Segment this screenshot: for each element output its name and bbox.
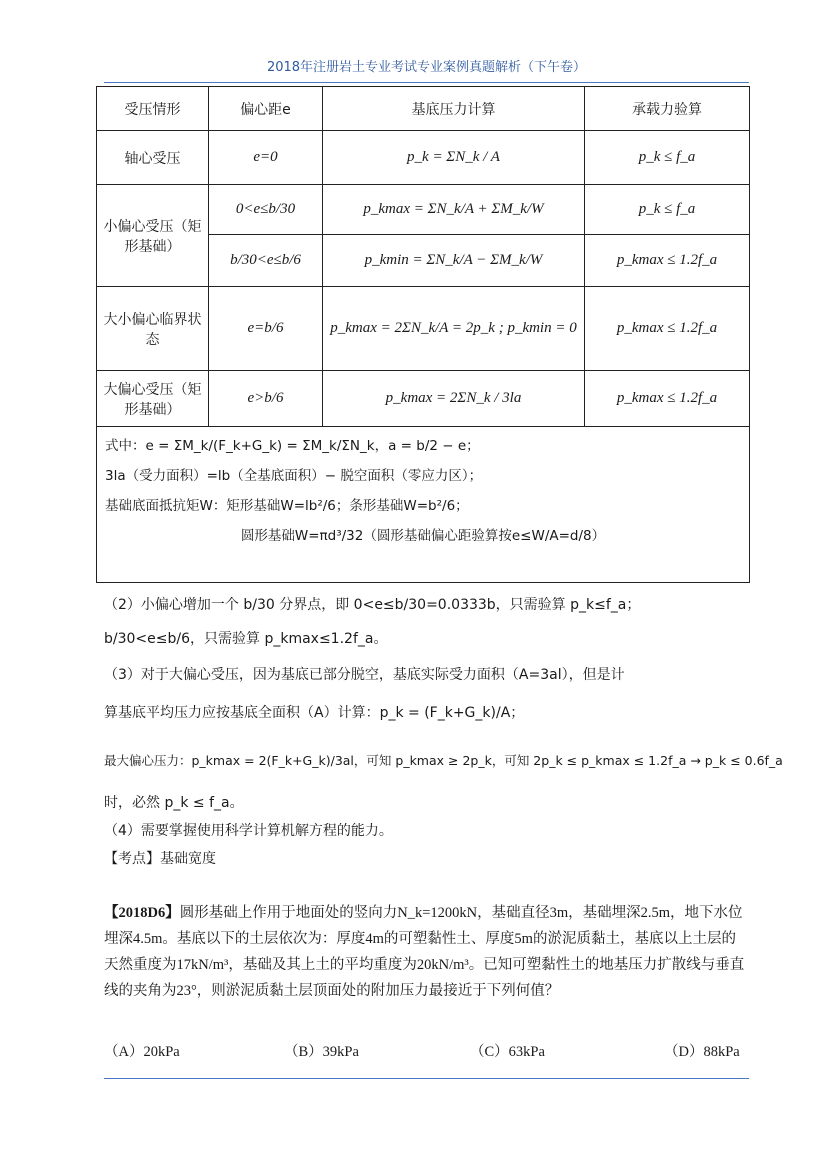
kaodian-label: 【考点】基础宽度 — [104, 851, 216, 867]
pressure-table — [96, 86, 750, 583]
check-cell: p_k ≤ f_a — [585, 185, 750, 235]
body-line: （4）需要掌握使用科学计算机解方程的能力。 — [104, 823, 393, 839]
case-cell: 小偏心受压（矩形基础） — [97, 185, 209, 287]
check-cell: p_k ≤ f_a — [585, 131, 750, 185]
ecc-cell: b/30<e≤b/6 — [209, 235, 323, 287]
option-d: （D）88kPa — [664, 1044, 740, 1060]
question-block — [104, 900, 749, 1004]
notes-cell — [97, 427, 750, 583]
option-a: （A）20kPa — [104, 1044, 180, 1060]
case-cell: 大小偏心临界状态 — [97, 287, 209, 371]
body-line: 算基底平均压力应按基底全面积（A）计算：p_k = (F_k+G_k)/A； — [104, 705, 525, 721]
header-calc: 基底压力计算 — [323, 87, 585, 131]
body-line: 最大偏心压力：p_kmax = 2(F_k+G_k)/3al，可知 p_kmax ≥ 2p_k，可知 2p_k ≤ p_kmax ≤ 1.2f_a → p_k ≤ 0.6f_a — [104, 753, 783, 768]
case-cell: 大偏心受压（矩形基础） — [97, 371, 209, 427]
question-tag: 【2018D6】 — [104, 905, 180, 921]
header-ecc: 偏心距e — [209, 87, 323, 131]
calc-cell: p_k = ΣN_k / A — [323, 131, 585, 185]
note-line: 式中：e = ΣM_k/(F_k+G_k) = ΣM_k/ΣN_k，a = b/2 − e； — [105, 438, 480, 454]
note-line: 3la（受力面积）=lb（全基底面积）− 脱空面积（零应力区）； — [105, 468, 483, 484]
table-header-row — [97, 87, 750, 131]
question-text: 圆形基础上作用于地面处的竖向力N_k=1200kN，基础直径3m，基础埋深2.5m，地下水位埋深4.5m。基底以下的土层依次为：厚度4m的可塑黏性土、厚度5m的淤泥质黏土，基底以上土层的天然重度为17kN/m³，基础及其上土的平均重度为20kN/m³。已知可塑黏性土的地基压力扩散线与垂直线的夹角为23°，则淤泥质黏土层顶面处的附加压力最接近于下列何值？ — [104, 905, 745, 999]
ecc-cell: 0<e≤b/30 — [209, 185, 323, 235]
ecc-cell: e=0 — [209, 131, 323, 185]
header-case: 受压情形 — [97, 87, 209, 131]
option-c: （C）63kPa — [470, 1044, 545, 1060]
calc-cell: p_kmax = ΣN_k/A + ΣM_k/W — [323, 185, 585, 235]
case-cell: 轴心受压 — [97, 131, 209, 185]
check-cell: p_kmax ≤ 1.2f_a — [585, 371, 750, 427]
footer-rule — [104, 1078, 749, 1079]
table-row — [97, 185, 750, 235]
note-line: 圆形基础W=πd³/32（圆形基础偏心距验算按e≤W/A=d/8） — [240, 528, 606, 544]
ecc-cell: e>b/6 — [209, 371, 323, 427]
option-b: （B）39kPa — [284, 1044, 359, 1060]
body-line: 时，必然 p_k ≤ f_a。 — [104, 795, 244, 811]
header-check: 承载力验算 — [585, 87, 750, 131]
body-line: b/30<e≤b/6，只需验算 p_kmax≤1.2f_a。 — [104, 631, 388, 647]
options-row — [104, 1040, 749, 1066]
body-line: （2）小偏心增加一个 b/30 分界点，即 0<e≤b/30=0.0333b，只需验算 p_k≤f_a； — [104, 597, 641, 613]
check-cell: p_kmax ≤ 1.2f_a — [585, 287, 750, 371]
calc-cell: p_kmin = ΣN_k/A − ΣM_k/W — [323, 235, 585, 287]
calc-cell: p_kmax = 2ΣN_k/A = 2p_k ; p_kmin = 0 — [323, 287, 585, 371]
body-line: （3）对于大偏心受压，因为基底已部分脱空，基底实际受力面积（A=3al），但是计 — [104, 667, 625, 683]
table-row — [97, 287, 750, 371]
table-row — [97, 371, 750, 427]
calc-cell: p_kmax = 2ΣN_k / 3la — [323, 371, 585, 427]
check-cell: p_kmax ≤ 1.2f_a — [585, 235, 750, 287]
table-notes-row — [97, 427, 750, 583]
table-row — [97, 131, 750, 185]
ecc-cell: e=b/6 — [209, 287, 323, 371]
page-header: 2018年注册岩土专业考试专业案例真题解析（下午卷） — [266, 60, 587, 75]
note-line: 基础底面抵抗矩W：矩形基础W=lb²/6；条形基础W=b²/6； — [105, 498, 469, 514]
header-rule — [104, 82, 749, 83]
